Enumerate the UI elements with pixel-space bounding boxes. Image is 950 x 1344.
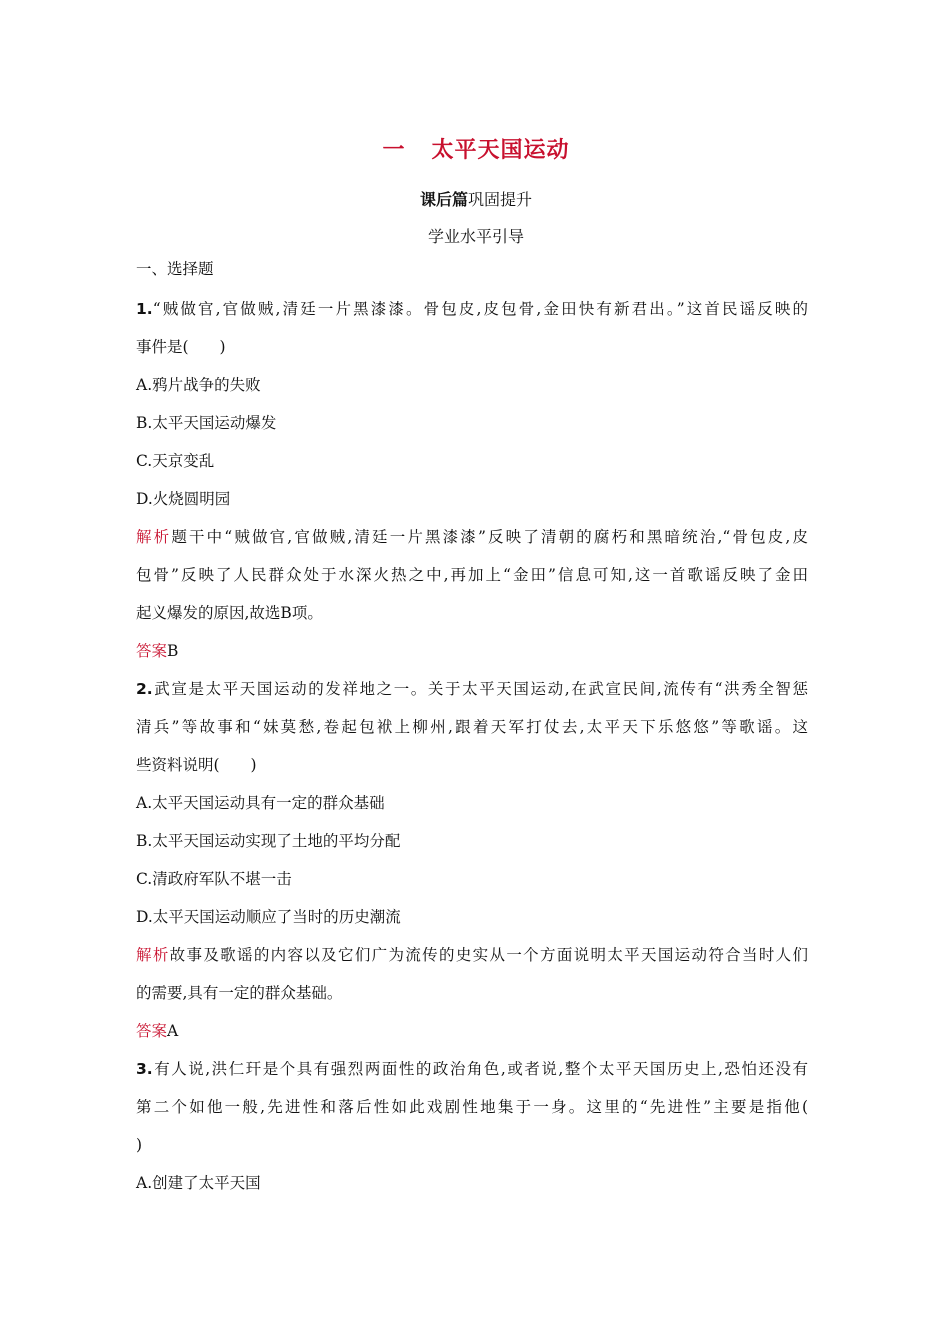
q1-option-c: C.天京变乱 <box>136 452 215 470</box>
q2-analysis-label: 解析 <box>136 946 170 964</box>
q1-option-b: B.太平天国运动爆发 <box>136 414 277 432</box>
q2-analysis-text-1: 故事及歌谣的内容以及它们广为流传的史实从一个方面说明太平天国运动符合当时人们 <box>169 946 808 964</box>
q2-option-a: A.太平天国运动具有一定的群众基础 <box>136 794 385 812</box>
q2-stem-line-1 <box>136 670 808 708</box>
q2-answer <box>136 1012 808 1050</box>
subtitle-rest: 巩固提升 <box>468 190 533 209</box>
q2-answer-label: 答案 <box>136 1022 168 1040</box>
q1-answer-value: B <box>167 642 179 660</box>
q1-option-d: D.火烧圆明园 <box>136 490 231 508</box>
q1-answer-label: 答案 <box>136 642 168 660</box>
level-heading: 学业水平引导 <box>427 227 524 246</box>
q3-number: 3. <box>136 1060 153 1078</box>
subtitle <box>136 189 816 211</box>
q1-option-a: A.鸦片战争的失败 <box>136 376 261 394</box>
q1-analysis-line-2: 包骨”反映了人民群众处于水深火热之中,再加上“金田”信息可知,这一首歌谣反映了金田 <box>136 566 808 584</box>
question-body <box>136 290 808 1202</box>
lesson-number: 一 <box>382 138 406 163</box>
q3-stem-line-1 <box>136 1050 808 1088</box>
q2-option-b: B.太平天国运动实现了土地的平均分配 <box>136 832 401 850</box>
q2-stem-text-1: 武宣是太平天国运动的发祥地之一。关于太平天国运动,在武宣民间,流传有“洪秀全智惩 <box>152 680 808 698</box>
q3-stem-line-3: ) <box>136 1136 143 1154</box>
q1-stem-line-2: 事件是( ) <box>136 338 226 356</box>
q2-number: 2. <box>136 680 153 698</box>
q2-option-c: C.清政府军队不堪一击 <box>136 870 292 888</box>
q1-stem-line-1 <box>136 290 808 328</box>
lesson-title <box>136 136 816 166</box>
q1-number: 1. <box>136 300 153 318</box>
q1-analysis-line-1 <box>136 518 808 556</box>
q3-stem-text-1: 有人说,洪仁玕是个具有强烈两面性的政治角色,或者说,整个太平天国历史上,恐怕还没有 <box>152 1060 808 1078</box>
q3-stem-line-2: 第二个如他一般,先进性和落后性如此戏剧性地集于一身。这里的“先进性”主要是指他( <box>136 1098 808 1116</box>
subtitle-bold: 课后篇 <box>419 190 468 209</box>
q3-option-a: A.创建了太平天国 <box>136 1174 261 1192</box>
q1-analysis-label: 解析 <box>136 528 172 546</box>
lesson-title-text: 太平天国运动 <box>431 138 570 163</box>
q1-stem-text-1: “贼做官,官做贼,清廷一片黑漆漆。骨包皮,皮包骨,金田快有新君出。”这首民谣反映的 <box>152 300 808 318</box>
section-heading: 一、选择题 <box>136 260 214 278</box>
q2-stem-line-3: 些资料说明( ) <box>136 756 257 774</box>
q2-analysis-line-2: 的需要,具有一定的群众基础。 <box>136 984 343 1002</box>
q2-analysis-line-1 <box>136 936 808 974</box>
q2-stem-line-2: 清兵”等故事和“妹莫愁,卷起包袱上柳州,跟着天军打仗去,太平天下乐悠悠”等歌谣。这 <box>136 718 808 736</box>
q2-answer-value: A <box>167 1022 179 1040</box>
q2-option-d: D.太平天国运动顺应了当时的历史潮流 <box>136 908 401 926</box>
q1-analysis-line-3: 起义爆发的原因,故选B项。 <box>136 604 323 622</box>
q1-analysis-text-1: 题干中“贼做官,官做贼,清廷一片黑漆漆”反映了清朝的腐朽和黑暗统治,“骨包皮,皮 <box>171 528 808 546</box>
q1-answer <box>136 632 808 670</box>
